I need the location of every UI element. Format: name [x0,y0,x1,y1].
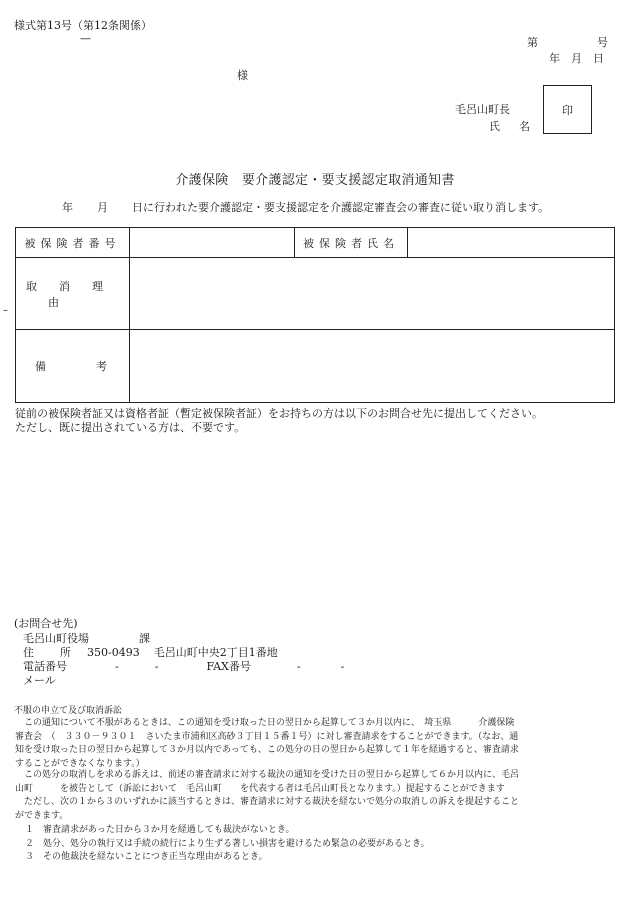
appeal-paragraph-2 [15,769,519,796]
phone-dash-1: - [115,660,119,673]
appeal-paragraph-1 [15,717,519,771]
form-number: 様式第13号（第12条関係） [14,19,152,32]
issue-date: 年 月 日 [549,52,604,65]
document-title: 介護保険 要介護認定・要支援認定取消通知書 [175,173,455,188]
appeal-p1-line-3: 知を受け取った日の翌日から起算して３か月以内であっても、この処分の日の翌日から起算して１年を経過すると、審査請求 [15,745,519,756]
zip-code: 350-0493 [87,646,140,659]
contact-heading: (お問合せ先) [14,617,78,630]
document-number-suffix: 号 [597,36,608,49]
address-label-1: 住 [23,646,34,659]
remarks-label [16,330,130,403]
appeal-item-3: ３ その他裁決を経ないことにつき正当な理由があるとき。 [25,852,268,862]
appeal-p2-line-2: 山町 を被告として（訴訟において 毛呂山町 を代表する者は毛呂山町長となります。）提起することができます [15,783,505,794]
name-label [489,118,531,134]
intro-text: 日に行われた要介護認定・要支援認定を介護認定審査会の審査に従い取り消します。 [132,201,550,214]
appeal-p2-line-1: この処分の取消しを求める訴えは、前述の審査請求に対する裁決の通知を受けた日の翌日から起算して６か月以内に、毛呂 [15,770,520,780]
notice-table [15,227,615,403]
insured-name-label: 被保険者氏名 [295,228,408,258]
reason-label [16,258,130,330]
address-label-2: 所 [60,646,71,659]
intro-year: 年 [62,201,73,214]
remarks-value [130,330,615,403]
appeal-p1-line-1: この通知について不服があるときは、この通知を受け取った日の翌日から起算して３か月以内に、 埼玉県 介護保険 [15,718,515,728]
fax-dash-2: - [340,660,345,673]
contact-phone [23,658,344,674]
appeal-item-2: ２ 処分、処分の執行又は手続の続行により生ずる著しい損害を避けるため緊急の必要があるとき。 [25,839,430,849]
appeal-paragraph-3 [15,796,519,823]
office-section: 課 [139,632,150,645]
remarks-char-1: 備 [35,360,46,373]
name-label-shi: 氏 [489,120,501,133]
appeal-heading: 不服の申立て及び取消訴訟 [14,706,123,716]
table-row-remarks [16,330,615,403]
seal-label: 印 [562,103,573,117]
remarks-char-2: 考 [96,360,107,373]
notice-line-2: ただし、既に提出されている方は、不要です。 [15,421,246,434]
appeal-p1-line-2: 審査会 （ ３３０－９３０１ さいたま市浦和区高砂３丁目１５番１号）に対し審査請求をすることができます。（なお、通 [15,731,519,742]
table-row-insured [16,228,615,258]
phone-label: 電話番号 [23,660,67,673]
appeal-p1-line-4: することができなくなります。） [15,758,145,769]
fax-dash-1: - [296,660,301,673]
reason-char-3: 理 [92,279,103,293]
reason-char-2: 消 [59,279,70,293]
appeal-p3-line-1: ただし、次の１から３のいずれかに該当するときは、審査請求に対する裁決を経ないで処分の取消しの訴えを提起すること [15,797,520,807]
insured-number-value [130,228,295,258]
margin-dash: – [3,305,8,316]
address-value: 毛呂山町中央2丁目1番地 [153,646,278,659]
recipient-honorific: 様 [237,69,248,82]
fax-label: FAX番号 [206,660,251,673]
table-row-reason [16,258,615,330]
notice-line-1: 従前の被保険者証又は資格者証（暫定被保険者証）をお持ちの方は以下のお問合せ先に提出してください。 [15,407,543,420]
intro-month: 月 [97,201,108,214]
seal-box [543,85,592,134]
intro-sentence [62,199,549,215]
insured-number-label: 被保険者番号 [16,228,130,258]
appeal-p3-line-2: ができます。 [15,810,69,821]
mayor-title: 毛呂山町長 [455,103,510,116]
phone-dash-2: - [154,660,159,673]
office-name: 毛呂山町役場 [23,632,89,645]
contact-mail: メール [23,674,56,687]
top-dash: — [80,32,91,45]
name-label-mei: 名 [519,120,531,133]
appeal-item-1: １ 審査請求があった日から３か月を経過しても裁決がないとき。 [25,825,295,835]
reason-value [130,258,615,330]
document-number-prefix: 第 [527,36,538,49]
reason-char-4: 由 [48,295,59,309]
insured-name-value [408,228,615,258]
reason-char-1: 取 [26,279,37,293]
